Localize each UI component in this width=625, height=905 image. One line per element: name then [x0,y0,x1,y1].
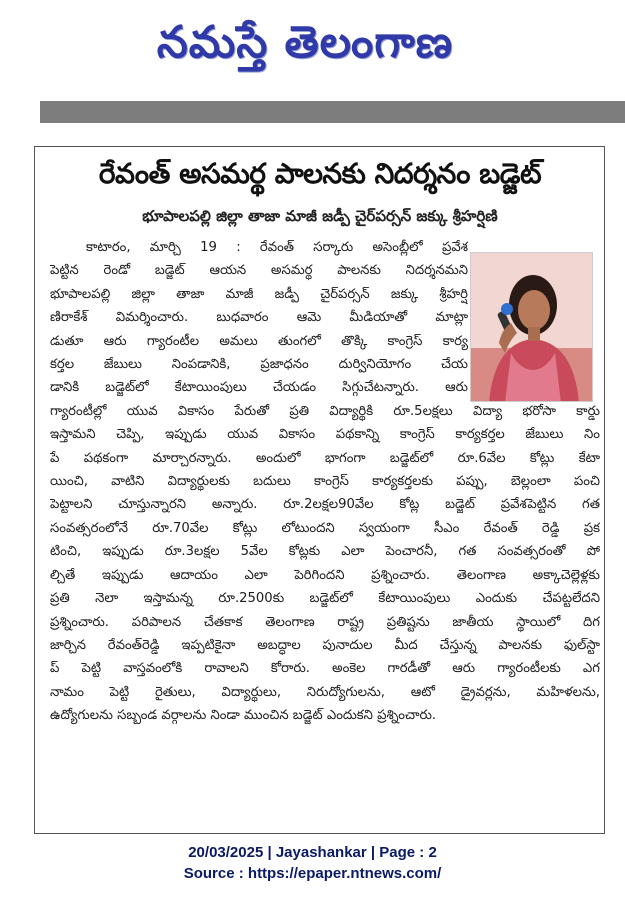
article-line: కర్తల జేబులు నింపడానికి, ప్రజాధనం దుర్వినియోగం చేయ [50,357,468,373]
header-divider-bar [40,101,625,123]
article-line: ల్చితే ఇప్పుడు ఆదాయం ఎలా పెరిగిందని ప్రశ్నించారు. తెలంగాణ అక్కాచెల్లెళ్లకు [50,567,600,583]
article-line: భూపాలపల్లి జిల్లా తాజా మాజీ జడ్పీ చైర్‌పర్సన్ జక్కు శ్రీహర్షి [50,286,468,302]
article-line: యించి, వాటిని విద్యార్థులకు బదులు కాంగ్రెస్ కార్యకర్తలకు పప్పు, బెల్లంలా పంచి [50,474,600,490]
article-line: ప్ పెట్టి వాస్తవంలోకి రావాలని కోరారు. అంకెల గారడీతో ఆరు గ్యారంటీలకు ఎగ [50,661,600,677]
article-body [50,236,602,728]
article-line: డుతూ ఆరు గ్యారంటీల అమలు తుంగలో తొక్కి కాంగ్రెస్ కార్య [50,333,468,349]
footer [0,842,625,884]
article-line: డానికి బడ్జెట్‌లో కేటాయింపులు చేయడం సిగ్గుచేటన్నారు. ఆరు [50,380,468,396]
article-line: జార్చిన రేవంత్‌రెడ్డి ఇప్పటికైనా అబద్ధాల పునాదుల మీద చేస్తున్న పాలనకు ఫుల్‌స్టా [50,637,600,653]
footer-date-edition: 20/03/2025 | Jayashankar | Page : 2 [188,844,437,861]
article-line: నామం పెట్టి రైతులు, విద్యార్థులు, నిరుద్యోగులను, ఆటో డ్రైవర్లను, మహిళలను, [50,684,600,700]
article-line: ప్రతి నెలా ఇస్తామన్న రూ.2500కు బడ్జెట్‌లో కేటాయింపులు ఎందుకు చేపట్టలేదని [50,591,600,607]
article-line: కాటారం, మార్చి 19 : రేవంత్ సర్కారు అసెంబ్లీలో ప్రవేశ [86,240,468,255]
masthead-logo: నమస్తే తెలంగాణ [156,17,454,68]
article-line: ఇస్తామని చెప్పి, ఇప్పుడు యువ వికాసం పథకాన్ని కాంగ్రెస్ కార్యకర్తల జేబులు నిం [50,427,600,443]
article-line: గ్యారంటీల్లో యువ వికాసం పేరుతో ప్రతి విద్యార్థికి రూ.5లక్షలు విద్యా భరోసా కార్డు [50,403,600,419]
article-line: పెట్టాలని చూస్తున్నారని అన్నారు. రూ.2లక్షల90వేల కోట్ల బడ్జెట్ ప్రవేశపెట్టిన గత [50,497,600,513]
article-line: టించి, ఇప్పుడు రూ.3లక్షల 5వేల కోట్లకు ఎలా పెంచారనీ, గత సంవత్సరంతో పో [50,544,600,560]
article-line: ప్రశ్నించారు. పరిపాలన చేతకాక తెలంగాణ రాష్ట్ర ప్రతిష్టను జాతీయ స్థాయిలో దిగ [50,614,600,630]
article-line: సంవత్సరంలోనే రూ.70వేల కోట్లు లోటుందని స్వయంగా సీఎం రేవంత్ రెడ్డి ప్రక [50,520,600,536]
article-subheadline: భూపాలపల్లి జిల్లా తాజా మాజీ జడ్పీ చైర్‌పర్సన్ జక్కు శ్రీహర్షిణి [142,207,498,225]
article-line: ఉద్యోగులను సబ్బండ వర్గాలను నిండా ముంచిన బడ్జెట్ ఎందుకని ప్రశ్నించారు. [50,708,437,724]
article-headline: రేవంత్ అసమర్థ పాలనకు నిదర్శనం బడ్జెట్ [98,157,542,190]
article-line: పెట్టిన రెండో బడ్జెట్ ఆయన అసమర్థ పాలనకు నిదర్శనమని [50,263,468,279]
article-line: పే పథకంగా మార్చారన్నారు. అందులో భాగంగా బడ్జెట్‌లో రూ.6వేల కోట్లు కేటా [50,450,600,466]
footer-source-link[interactable]: Source : https://epaper.ntnews.com/ [183,865,442,882]
article-line: ణిరాకేశ్ విమర్శించారు. బుధవారం ఆమె మీడియాతో మాట్లా [50,310,468,326]
